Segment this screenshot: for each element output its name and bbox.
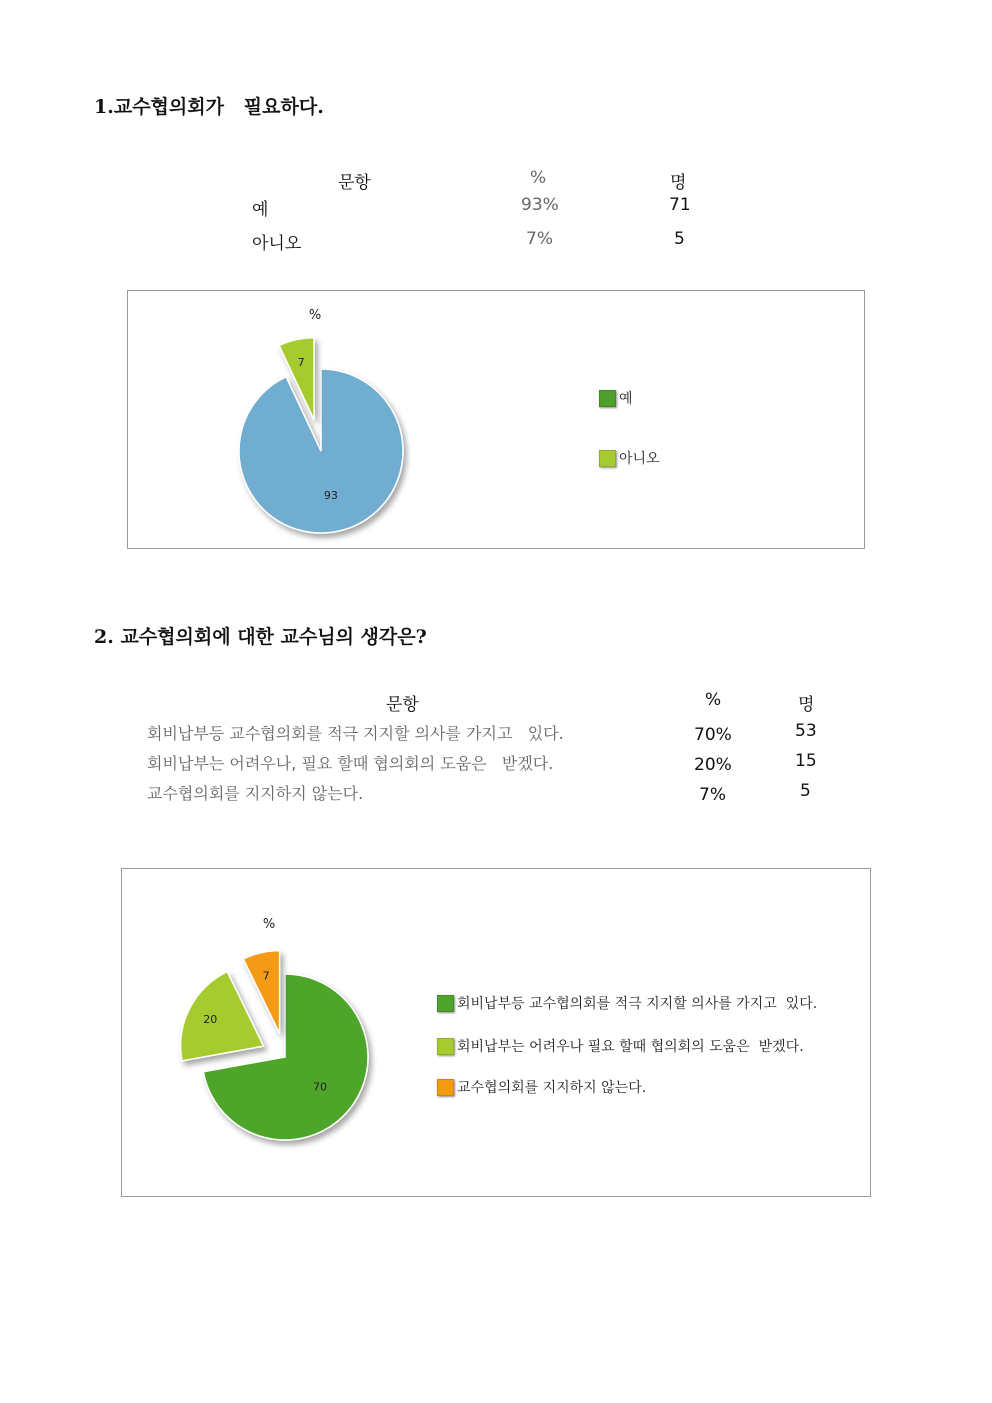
pie-value-label: 7 [262,969,270,983]
legend-item [437,993,817,1013]
chart-title: % [262,917,276,932]
legend-label: 교수협의회를 지지하지 않는다. [457,1080,647,1096]
legend-label: 회비납부는 어려우나 필요 할때 협의회의 도움은 받겠다. [457,1039,804,1055]
table-cell-item: 예 [252,200,269,220]
legend-swatch [599,390,616,407]
table-cell-item: 회비납부등 교수협의회를 적극 지지할 의사를 가지고 있다. [147,724,564,743]
legend-swatch [599,450,616,467]
table-cell-count: 15 [795,751,817,771]
legend-swatch [437,995,454,1012]
table-header-count: 명 [798,695,815,715]
table-header-percent: % [705,690,722,710]
pie-chart-2 [121,868,871,1197]
table-cell-percent: 93% [521,195,559,215]
table-header-count: 명 [670,173,687,193]
table-header-item: 문항 [386,695,419,715]
legend-label: 예 [619,391,633,407]
table-cell-count: 71 [669,195,691,215]
legend-item [437,1036,804,1056]
legend-swatch [437,1079,454,1096]
question-2-title: 2. 교수협의회에 대한 교수님의 생각은? [94,626,427,648]
table-cell-count: 5 [800,781,811,801]
chart-title: % [308,308,322,323]
legend-item [599,388,633,408]
legend-item [437,1077,646,1097]
pie-chart-1-plot [128,291,864,548]
pie-value-label: 70 [313,1080,328,1094]
table-cell-count: 5 [674,229,685,249]
table-cell-item: 회비납부는 어려우나, 필요 할때 협의회의 도움은 받겠다. [147,754,554,773]
table-cell-percent: 7% [526,229,553,249]
pie-value-label: 93 [323,489,338,503]
pie-chart-2-plot [122,869,870,1196]
legend-label: 회비납부등 교수협의회를 적극 지지할 의사를 가지고 있다. [457,996,818,1012]
table-cell-count: 53 [795,721,817,741]
legend-swatch [437,1038,454,1055]
table-cell-item: 교수협의회를 지지하지 않는다. [147,784,364,803]
pie-slice [239,369,403,533]
legend-label: 아니오 [619,451,660,467]
table-cell-percent: 20% [694,755,732,775]
table-header-percent: % [530,168,547,188]
question-1-title: 1.교수협의회가 필요하다. [94,96,324,118]
pie-value-label: 7 [297,356,305,370]
pie-value-label: 20 [203,1013,218,1027]
legend-item [599,448,660,468]
table-cell-percent: 7% [699,785,726,805]
table-cell-item: 아니오 [252,234,302,254]
pie-slice [181,972,264,1061]
table-cell-percent: 70% [694,725,732,745]
pie-chart-1 [127,290,865,549]
table-header-item: 문항 [338,173,371,193]
